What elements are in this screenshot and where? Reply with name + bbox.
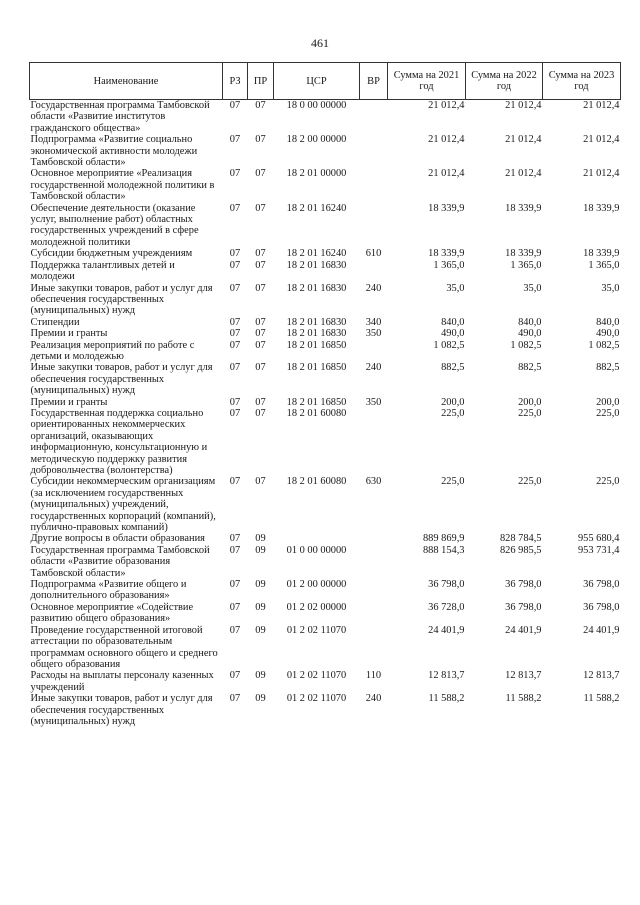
cell-pr: 07 (255, 316, 266, 328)
cell-sum-2021: 36 798,0 (428, 579, 465, 591)
cell-csr: 01 2 02 11070 (286, 670, 347, 682)
table-row (30, 248, 621, 259)
cell-name: Основное мероприятие «Реализация государственной молодежной политики в Тамбовской области» (30, 168, 215, 203)
cell-pr: 09 (255, 579, 266, 591)
table-row (30, 397, 621, 408)
table-row (30, 328, 621, 339)
cell-rz: 07 (229, 693, 241, 705)
cell-pr: 09 (255, 533, 266, 545)
cell-sum-2022: 882,5 (518, 362, 542, 374)
cell-pr: 07 (255, 282, 266, 294)
table-row (30, 533, 621, 544)
cell-vr (360, 602, 388, 625)
cell-name: Стипендии (30, 316, 80, 328)
cell-pr: 07 (255, 168, 266, 180)
cell-csr: 18 2 01 16830 (286, 316, 347, 328)
cell-sum-2021: 1 365,0 (433, 259, 465, 271)
cell-rz: 07 (229, 533, 241, 545)
cell-name: Премии и гранты (30, 396, 108, 408)
cell-sum-2021: 35,0 (446, 282, 465, 294)
cell-vr (360, 100, 388, 135)
cell-sum-2021: 21 012,4 (428, 134, 465, 146)
table-row (30, 693, 621, 727)
cell-sum-2023: 955 680,4 (577, 533, 620, 545)
cell-vr (360, 260, 388, 283)
cell-name: Государственная программа Тамбовской области «Развитие институтов гражданского общества» (30, 100, 210, 134)
cell-sum-2022: 11 588,2 (505, 693, 542, 705)
cell-name: Проведение государственной итоговой аттестации по образовательным программам основного общего и среднего общего образования (30, 624, 218, 670)
cell-sum-2021: 18 339,9 (428, 202, 465, 214)
cell-sum-2021: 1 082,5 (433, 339, 465, 351)
header-sum-2021: Сумма на 2021 год (388, 63, 466, 100)
table-row (30, 283, 621, 317)
cell-name: Основное мероприятие «Содействие развитию общего образования» (30, 601, 194, 625)
cell-sum-2023: 953 731,4 (577, 544, 620, 556)
cell-name: Субсидии некоммерческим организациям (за исключением государственных (муниципальных) учреждений, государственных корпораций (компаний), публично-правовых компаний) (30, 476, 216, 534)
cell-sum-2022: 225,0 (518, 476, 542, 488)
cell-sum-2023: 840,0 (596, 316, 620, 328)
cell-sum-2022: 18 339,9 (505, 202, 542, 214)
cell-vr: 340 (365, 316, 382, 328)
cell-name: Расходы на выплаты персоналу казенных учреждений (30, 670, 214, 693)
budget-table (29, 62, 621, 727)
cell-csr: 18 0 00 00000 (286, 100, 347, 111)
cell-sum-2022: 21 012,4 (505, 100, 542, 111)
cell-sum-2022: 18 339,9 (505, 248, 542, 260)
cell-name: Премии и гранты (30, 328, 108, 340)
cell-vr (360, 579, 388, 602)
cell-vr (360, 545, 388, 579)
cell-sum-2023: 18 339,9 (583, 202, 620, 214)
cell-sum-2021: 12 813,7 (428, 670, 465, 682)
cell-sum-2023: 12 813,7 (583, 670, 620, 682)
cell-csr: 18 2 01 16850 (286, 339, 347, 351)
cell-csr: 18 2 01 60080 (286, 407, 347, 419)
cell-vr: 630 (365, 476, 382, 488)
cell-sum-2022: 24 401,9 (505, 624, 542, 636)
cell-pr: 09 (255, 544, 266, 556)
cell-pr: 07 (255, 202, 266, 214)
cell-csr: 18 2 01 60080 (286, 476, 347, 488)
cell-rz: 07 (229, 248, 241, 260)
cell-csr: 01 2 02 00000 (286, 601, 347, 613)
cell-rz: 07 (229, 396, 241, 408)
cell-name: Иные закупки товаров, работ и услуг для обеспечения государственных (муниципальных) нужд (30, 282, 213, 317)
cell-sum-2023: 35,0 (601, 282, 620, 294)
table-row (30, 168, 621, 202)
cell-rz: 07 (229, 579, 241, 591)
cell-name: Иные закупки товаров, работ и услуг для обеспечения государственных (муниципальных) нужд (30, 693, 213, 727)
table-row (30, 362, 621, 396)
table-row (30, 260, 621, 283)
cell-rz: 07 (229, 544, 241, 556)
header-name: Наименование (30, 63, 223, 100)
cell-name: Обеспечение деятельности (оказание услуг, выполнение работ) областных государственных учреждений в сфере молодежной политики (30, 202, 199, 248)
cell-sum-2021: 21 012,4 (428, 168, 465, 180)
cell-pr: 07 (255, 134, 266, 146)
cell-sum-2022: 21 012,4 (505, 168, 542, 180)
cell-csr: 18 2 01 16240 (286, 202, 347, 214)
cell-rz: 07 (229, 407, 241, 419)
cell-sum-2022: 225,0 (518, 407, 542, 419)
cell-sum-2023: 21 012,4 (583, 100, 620, 111)
cell-rz: 07 (229, 282, 241, 294)
cell-sum-2022: 21 012,4 (505, 134, 542, 146)
table-body (30, 100, 621, 728)
cell-pr: 07 (255, 248, 266, 260)
page-number: 461 (311, 36, 329, 50)
cell-sum-2023: 21 012,4 (583, 134, 620, 146)
cell-name: Государственная поддержка социально ориентированных некоммерческих организаций, оказывающих информационную, консультационную и методическую поддержку развития добровольчества (волонтерства) (30, 407, 208, 476)
cell-csr: 18 2 01 00000 (286, 168, 347, 180)
cell-rz: 07 (229, 259, 241, 271)
cell-rz: 07 (229, 624, 241, 636)
cell-vr (360, 408, 388, 476)
header-sum-2023: Сумма на 2023 год (543, 63, 621, 100)
cell-sum-2023: 24 401,9 (583, 624, 620, 636)
cell-sum-2022: 828 784,5 (499, 533, 542, 545)
cell-sum-2022: 490,0 (518, 328, 542, 340)
cell-pr: 09 (255, 624, 266, 636)
cell-sum-2022: 1 082,5 (510, 339, 542, 351)
cell-pr: 09 (255, 693, 266, 705)
cell-sum-2023: 1 365,0 (588, 259, 620, 271)
cell-sum-2023: 36 798,0 (583, 601, 620, 613)
cell-csr: 01 2 02 11070 (286, 693, 347, 705)
cell-sum-2021: 225,0 (441, 407, 465, 419)
header-row (30, 63, 621, 100)
cell-rz: 07 (229, 134, 241, 146)
cell-csr: 18 2 01 16240 (286, 248, 347, 260)
cell-pr: 07 (255, 396, 266, 408)
cell-vr: 350 (365, 328, 382, 340)
cell-sum-2022: 1 365,0 (510, 259, 542, 271)
cell-sum-2023: 225,0 (596, 407, 620, 419)
cell-rz: 07 (229, 601, 241, 613)
cell-rz: 07 (229, 316, 241, 328)
cell-name: Иные закупки товаров, работ и услуг для обеспечения государственных (муниципальных) нужд (30, 362, 213, 397)
cell-sum-2023: 200,0 (596, 396, 620, 408)
cell-sum-2023: 18 339,9 (583, 248, 620, 260)
cell-sum-2021: 490,0 (441, 328, 465, 340)
cell-vr (360, 533, 388, 544)
table-row (30, 408, 621, 476)
cell-rz: 07 (229, 202, 241, 214)
cell-rz: 07 (229, 670, 241, 682)
cell-rz: 07 (229, 328, 241, 340)
cell-vr: 240 (365, 282, 382, 294)
cell-sum-2022: 840,0 (518, 316, 542, 328)
header-sum-2022: Сумма на 2022 год (466, 63, 543, 100)
cell-sum-2022: 12 813,7 (505, 670, 542, 682)
cell-sum-2021: 882,5 (441, 362, 465, 374)
cell-pr: 09 (255, 670, 266, 682)
cell-pr: 09 (255, 601, 266, 613)
cell-sum-2022: 200,0 (518, 396, 542, 408)
cell-sum-2023: 36 798,0 (583, 579, 620, 591)
cell-csr: 01 0 00 00000 (286, 544, 347, 556)
cell-pr: 07 (255, 339, 266, 351)
table-row (30, 203, 621, 249)
table-row (30, 545, 621, 579)
cell-rz: 07 (229, 339, 241, 351)
table-row (30, 602, 621, 625)
cell-vr: 110 (365, 670, 382, 682)
cell-pr: 07 (255, 362, 266, 374)
cell-sum-2022: 36 798,0 (505, 601, 542, 613)
cell-name: Подпрограмма «Развитие социально экономической активности молодежи Тамбовской области» (30, 134, 198, 169)
cell-sum-2023: 11 588,2 (583, 693, 620, 705)
cell-sum-2021: 225,0 (441, 476, 465, 488)
cell-sum-2023: 21 012,4 (583, 168, 620, 180)
table-row (30, 476, 621, 533)
cell-name: Подпрограмма «Развитие общего и дополнительного образования» (30, 579, 187, 602)
cell-sum-2021: 11 588,2 (428, 693, 465, 705)
cell-sum-2021: 889 869,9 (422, 533, 465, 545)
cell-pr: 07 (255, 407, 266, 419)
cell-sum-2021: 888 154,3 (422, 544, 465, 556)
cell-sum-2022: 36 798,0 (505, 579, 542, 591)
cell-sum-2021: 840,0 (441, 316, 465, 328)
table-row (30, 579, 621, 602)
cell-sum-2021: 36 728,0 (428, 601, 465, 613)
cell-sum-2021: 200,0 (441, 396, 465, 408)
cell-csr: 01 2 00 00000 (286, 579, 347, 591)
cell-csr: 01 2 02 11070 (286, 624, 347, 636)
cell-name: Другие вопросы в области образования (30, 533, 205, 545)
header-csr: ЦСР (274, 63, 360, 100)
cell-pr: 07 (255, 259, 266, 271)
cell-csr: 18 2 01 16830 (286, 328, 347, 340)
cell-sum-2022: 35,0 (523, 282, 542, 294)
cell-csr (274, 533, 360, 544)
header-vr: ВР (360, 63, 388, 100)
cell-name: Реализация мероприятий по работе с детьми и молодежью (30, 339, 195, 362)
cell-sum-2021: 18 339,9 (428, 248, 465, 260)
cell-sum-2023: 1 082,5 (588, 339, 620, 351)
cell-vr (360, 203, 388, 249)
header-pr: ПР (248, 63, 274, 100)
cell-vr (360, 340, 388, 363)
cell-rz: 07 (229, 100, 241, 111)
cell-pr: 07 (255, 100, 266, 111)
cell-name: Поддержка талантливых детей и молодежи (30, 259, 175, 283)
cell-csr: 18 2 01 16850 (286, 362, 347, 374)
cell-vr (360, 625, 388, 671)
cell-csr: 18 2 01 16830 (286, 259, 347, 271)
cell-csr: 18 2 00 00000 (286, 134, 347, 146)
cell-vr: 240 (365, 693, 382, 705)
cell-rz: 07 (229, 168, 241, 180)
cell-name: Субсидии бюджетным учреждениям (30, 248, 193, 260)
table-row (30, 317, 621, 328)
cell-rz: 07 (229, 362, 241, 374)
cell-sum-2022: 826 985,5 (499, 544, 542, 556)
cell-pr: 07 (255, 476, 266, 488)
cell-sum-2023: 490,0 (596, 328, 620, 340)
cell-vr: 610 (365, 248, 382, 260)
table-row (30, 340, 621, 363)
cell-name: Государственная программа Тамбовской области «Развитие образования Тамбовской области» (30, 544, 210, 579)
table-row (30, 670, 621, 693)
cell-csr: 18 2 01 16830 (286, 282, 347, 294)
cell-sum-2021: 21 012,4 (428, 100, 465, 111)
cell-sum-2023: 882,5 (596, 362, 620, 374)
table-header (30, 63, 621, 100)
cell-vr (360, 168, 388, 202)
cell-vr (360, 134, 388, 168)
cell-sum-2021: 24 401,9 (428, 624, 465, 636)
table-row (30, 625, 621, 671)
table-row (30, 134, 621, 168)
table-row (30, 100, 621, 135)
header-rz: РЗ (223, 63, 248, 100)
cell-vr: 240 (365, 362, 382, 374)
cell-sum-2023: 225,0 (596, 476, 620, 488)
cell-rz: 07 (229, 476, 241, 488)
cell-pr: 07 (255, 328, 266, 340)
cell-vr: 350 (365, 396, 382, 408)
cell-csr: 18 2 01 16850 (286, 396, 347, 408)
